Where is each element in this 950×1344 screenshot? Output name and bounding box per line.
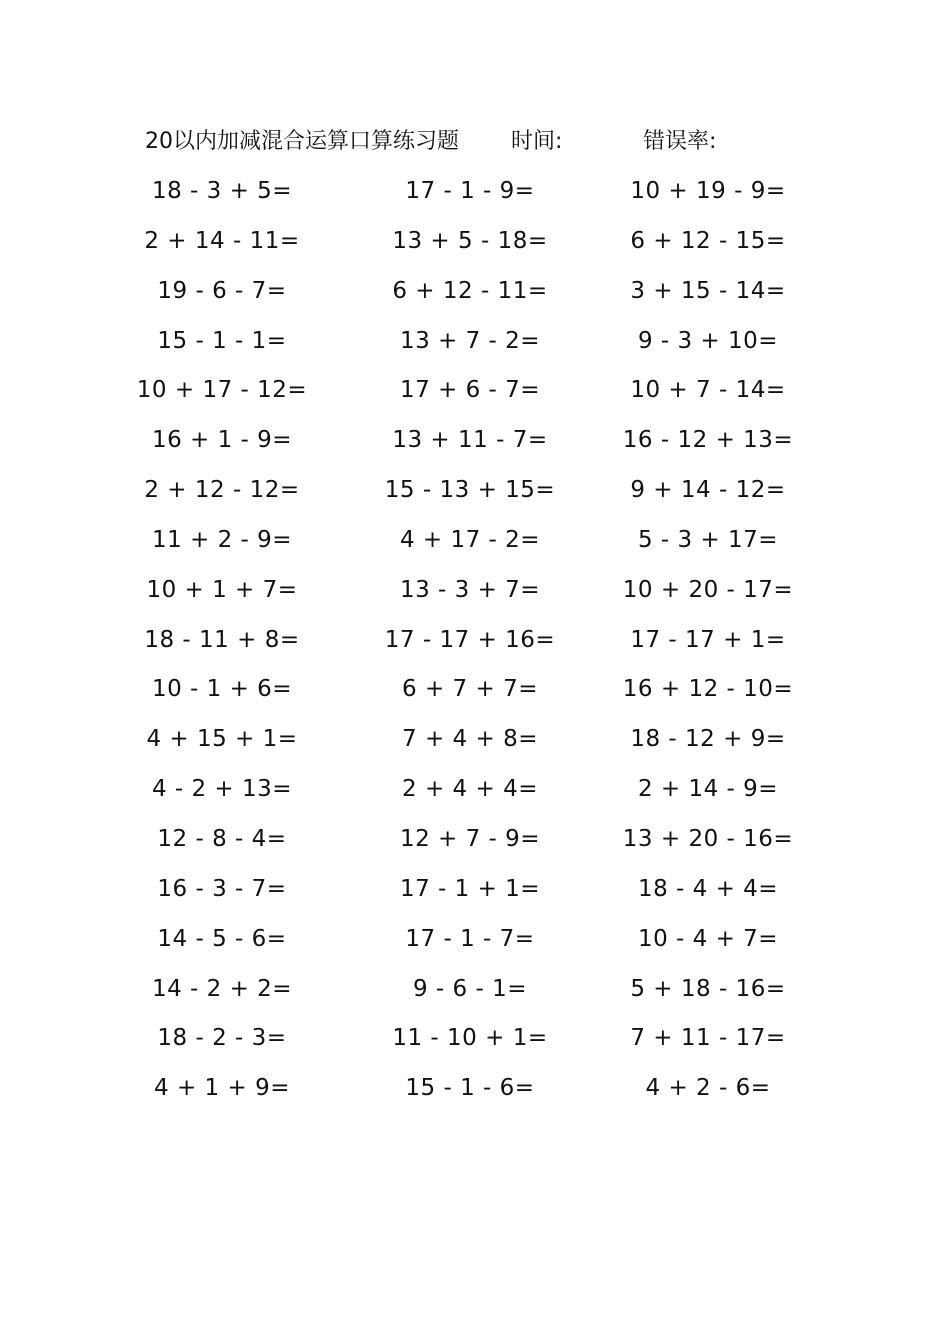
- math-problem: 16 - 12 + 13=: [622, 427, 794, 454]
- problem-row: [0, 915, 950, 965]
- math-problem: 17 - 17 + 16=: [384, 626, 556, 653]
- error-rate-label: 错误率:: [643, 129, 717, 154]
- math-problem: 10 + 17 - 12=: [136, 377, 308, 404]
- math-problem: 17 + 6 - 7=: [399, 377, 541, 404]
- math-problem: 6 + 12 - 11=: [392, 277, 548, 304]
- math-problem: 9 - 3 + 10=: [637, 327, 779, 354]
- problem-row: [0, 616, 950, 666]
- problem-row: [0, 366, 950, 416]
- math-problem: 17 - 17 + 1=: [630, 626, 786, 653]
- math-problem: 10 - 4 + 7=: [637, 925, 779, 952]
- math-problem: 4 - 2 + 13=: [151, 776, 293, 803]
- math-problem: 4 + 1 + 9=: [154, 1075, 290, 1102]
- math-problem: 14 - 5 - 6=: [157, 925, 287, 952]
- math-problem: 18 - 2 - 3=: [157, 1025, 287, 1052]
- problem-row: [0, 317, 950, 367]
- math-problem: 4 + 2 - 6=: [645, 1075, 771, 1102]
- math-problem: 14 - 2 + 2=: [151, 975, 293, 1002]
- math-problem: 2 + 4 + 4=: [402, 776, 538, 803]
- math-problem: 18 - 11 + 8=: [144, 626, 300, 653]
- problem-row: [0, 965, 950, 1015]
- problem-row: [0, 167, 950, 217]
- worksheet-title: 20以内加减混合运算口算练习题: [145, 129, 459, 154]
- math-problem: 11 - 10 + 1=: [392, 1025, 548, 1052]
- math-problem: 13 + 7 - 2=: [399, 327, 541, 354]
- math-problem: 16 + 12 - 10=: [622, 676, 794, 703]
- math-problem: 10 + 20 - 17=: [622, 576, 794, 603]
- math-problem: 2 + 14 - 9=: [637, 776, 779, 803]
- math-problem: 15 - 13 + 15=: [384, 477, 556, 504]
- math-problem: 12 + 7 - 9=: [399, 825, 541, 852]
- math-problem: 10 + 1 + 7=: [146, 576, 298, 603]
- math-problem: 17 - 1 - 9=: [405, 178, 535, 204]
- problem-grid: [0, 167, 950, 1114]
- problem-row: [0, 217, 950, 267]
- math-problem: 15 - 1 - 6=: [405, 1075, 535, 1102]
- math-problem: 11 + 2 - 9=: [151, 526, 293, 553]
- math-problem: 7 + 4 + 8=: [402, 726, 538, 753]
- problem-row: [0, 765, 950, 815]
- math-problem: 2 + 14 - 11=: [144, 227, 300, 254]
- math-problem: 13 - 3 + 7=: [399, 576, 541, 603]
- math-problem: 17 - 1 - 7=: [405, 925, 535, 952]
- math-problem: 9 + 14 - 12=: [630, 477, 786, 504]
- problem-row: [0, 1014, 950, 1064]
- math-problem: 18 - 4 + 4=: [637, 875, 779, 902]
- math-problem: 5 - 3 + 17=: [637, 526, 779, 553]
- math-problem: 7 + 11 - 17=: [630, 1025, 786, 1052]
- math-problem: 13 + 5 - 18=: [392, 227, 548, 254]
- problem-row: [0, 267, 950, 317]
- problem-row: [0, 416, 950, 466]
- math-problem: 6 + 7 + 7=: [402, 676, 538, 703]
- math-problem: 15 - 1 - 1=: [157, 327, 287, 354]
- math-problem: 18 - 3 + 5=: [151, 178, 293, 204]
- math-problem: 4 + 17 - 2=: [399, 526, 541, 553]
- math-problem: 18 - 12 + 9=: [630, 726, 786, 753]
- math-problem: 13 + 11 - 7=: [392, 427, 548, 454]
- math-problem: 5 + 18 - 16=: [630, 975, 786, 1002]
- problem-row: [0, 466, 950, 516]
- math-problem: 10 + 19 - 9=: [630, 178, 786, 204]
- problem-row: [0, 865, 950, 915]
- math-problem: 17 - 1 + 1=: [399, 875, 541, 902]
- math-problem: 16 - 3 - 7=: [157, 875, 287, 902]
- math-problem: 6 + 12 - 15=: [630, 227, 786, 254]
- problem-row: [0, 715, 950, 765]
- problem-row: [0, 516, 950, 566]
- math-problem: 4 + 15 + 1=: [146, 726, 298, 753]
- problem-row: [0, 815, 950, 865]
- math-problem: 9 - 6 - 1=: [412, 975, 527, 1002]
- problem-row: [0, 566, 950, 616]
- math-problem: 10 + 7 - 14=: [630, 377, 786, 404]
- math-problem: 10 - 1 + 6=: [151, 676, 293, 703]
- time-label: 时间:: [511, 129, 563, 154]
- math-problem: 3 + 15 - 14=: [630, 277, 786, 304]
- problem-row: [0, 665, 950, 715]
- worksheet-header: [145, 124, 845, 160]
- math-problem: 13 + 20 - 16=: [622, 825, 794, 852]
- math-problem: 12 - 8 - 4=: [157, 825, 287, 852]
- math-problem: 16 + 1 - 9=: [151, 427, 293, 454]
- math-problem: 2 + 12 - 12=: [144, 477, 300, 504]
- problem-row: [0, 1064, 950, 1114]
- math-problem: 19 - 6 - 7=: [157, 277, 287, 304]
